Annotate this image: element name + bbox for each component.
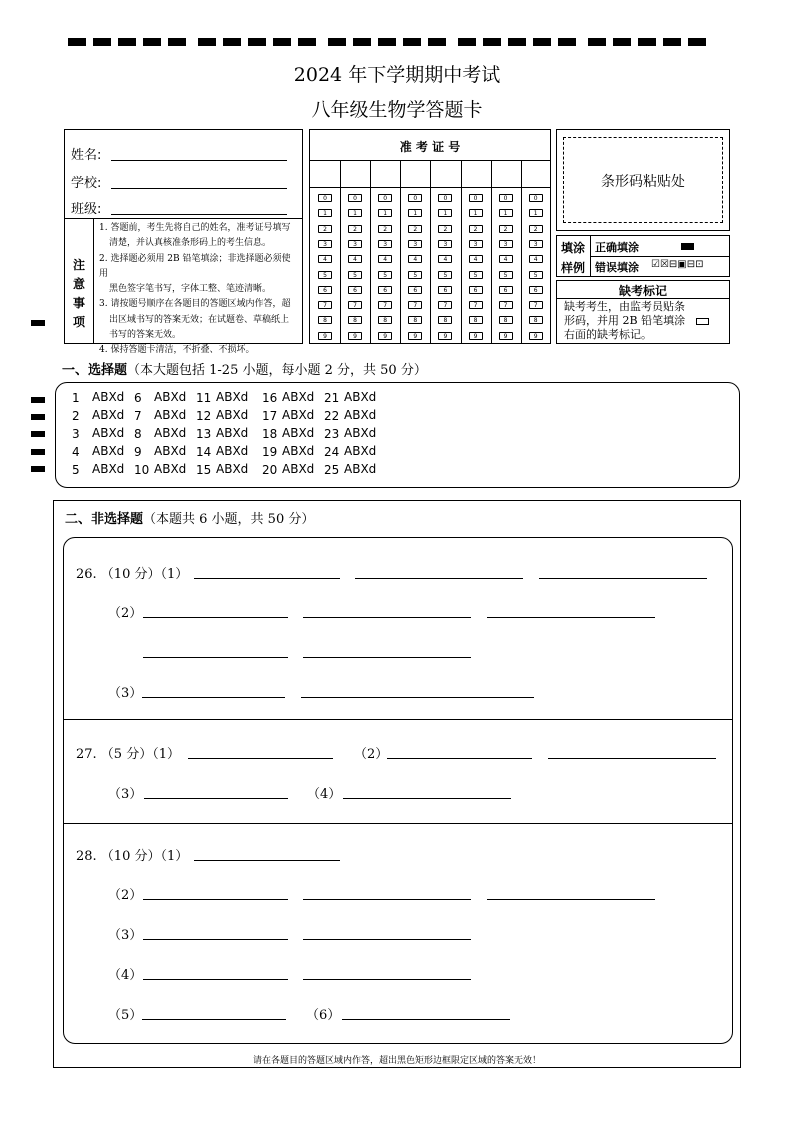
id-digit-bubble[interactable]: 2 [499, 225, 513, 233]
exam-title: 2024 年下学期期中考试 [293, 64, 501, 86]
answer-line[interactable] [303, 899, 471, 900]
id-digit-bubble[interactable]: 9 [378, 332, 392, 340]
id-digit-bubble[interactable]: 7 [529, 301, 543, 309]
id-digit-bubble[interactable]: 2 [318, 225, 332, 233]
barcode-box [556, 129, 730, 231]
id-digit-bubble[interactable]: 9 [348, 332, 362, 340]
answer-line[interactable] [143, 617, 288, 618]
mc-options[interactable]: ABXd [216, 390, 249, 404]
id-digit-bubble[interactable]: 2 [408, 225, 422, 233]
id-digit-bubble[interactable]: 1 [318, 209, 332, 217]
id-digit-bubble[interactable]: 7 [348, 301, 362, 309]
absent-box [556, 280, 730, 344]
id-digit-bubble[interactable]: 3 [408, 240, 422, 248]
id-digit-bubble[interactable]: 9 [438, 332, 452, 340]
id-digit-bubble[interactable]: 4 [438, 255, 452, 263]
exam-id-title: 准 考 证 号 [399, 140, 461, 154]
name-label: 姓名: [71, 148, 102, 163]
answer-line[interactable] [343, 798, 511, 799]
id-digit-bubble[interactable]: 4 [529, 255, 543, 263]
id-digit-bubble[interactable]: 7 [499, 301, 513, 309]
mc-question-number: 14 [196, 445, 212, 459]
id-digit-bubble[interactable]: 0 [469, 194, 483, 202]
mc-options[interactable]: ABXd [92, 462, 125, 476]
answer-line[interactable] [303, 979, 471, 980]
answer-line[interactable] [487, 899, 655, 900]
answer-line[interactable] [194, 860, 340, 861]
card-subtitle: 八年级生物学答题卡 [311, 99, 483, 121]
answer-line[interactable] [143, 979, 288, 980]
q26-part3: （3） [108, 686, 143, 701]
id-digit-bubble[interactable]: 8 [469, 316, 483, 324]
id-digit-bubble[interactable]: 4 [378, 255, 392, 263]
mc-question-number: 20 [262, 463, 278, 477]
id-digit-bubble[interactable]: 6 [318, 286, 332, 294]
section2-box [53, 500, 741, 1068]
answer-line[interactable] [487, 617, 655, 618]
absent-mark-box[interactable] [696, 318, 709, 325]
q27-head: 27. （5 分）（1） [76, 747, 180, 762]
q28-part6: （6） [306, 1008, 341, 1023]
q28-part5: （5） [108, 1008, 143, 1023]
mc-options[interactable]: ABXd [154, 390, 187, 404]
mc-options[interactable]: ABXd [92, 426, 125, 440]
school-field[interactable] [111, 188, 287, 189]
id-digit-bubble[interactable]: 4 [408, 255, 422, 263]
mc-question-number: 22 [324, 409, 340, 423]
mc-question-number: 6 [134, 391, 142, 405]
mc-options[interactable]: ABXd [92, 444, 125, 458]
id-digit-bubble[interactable]: 5 [318, 271, 332, 279]
mc-question-number: 12 [196, 409, 212, 423]
mc-question-number: 9 [134, 445, 142, 459]
barcode-label: 条形码粘贴处 [601, 174, 685, 190]
id-digit-bubble[interactable]: 5 [348, 271, 362, 279]
mc-question-number: 15 [196, 463, 212, 477]
id-digit-bubble[interactable]: 4 [499, 255, 513, 263]
fill-side-label-1: 填涂 [561, 241, 586, 255]
exam-id-box [309, 129, 551, 344]
absent-title: 缺考标记 [618, 284, 667, 298]
id-digit-bubble[interactable]: 5 [408, 271, 422, 279]
id-digit-bubble[interactable]: 5 [438, 271, 452, 279]
mc-options[interactable]: ABXd [154, 462, 187, 476]
alignment-marker [31, 431, 45, 437]
mc-options[interactable]: ABXd [344, 426, 377, 440]
mc-options[interactable]: ABXd [344, 462, 377, 476]
mc-options[interactable]: ABXd [282, 408, 315, 422]
id-digit-bubble[interactable]: 8 [318, 316, 332, 324]
answer-line[interactable] [539, 578, 707, 579]
answer-line[interactable] [303, 657, 471, 658]
section1-heading: 一、选择题（本大题包括 1-25 小题，每小题 2 分，共 50 分） [62, 363, 427, 378]
id-digit-bubble[interactable]: 6 [408, 286, 422, 294]
q28-head: 28. （10 分）（1） [76, 849, 189, 864]
id-digit-bubble[interactable]: 5 [469, 271, 483, 279]
mc-options[interactable]: ABXd [216, 444, 249, 458]
mc-options[interactable]: ABXd [282, 444, 315, 458]
alignment-marker [31, 449, 45, 455]
id-digit-bubble[interactable]: 0 [378, 194, 392, 202]
id-digit-bubble[interactable]: 1 [378, 209, 392, 217]
mc-options[interactable]: ABXd [216, 462, 249, 476]
answer-line[interactable] [301, 697, 534, 698]
answer-line[interactable] [143, 939, 288, 940]
answer-line[interactable] [194, 578, 340, 579]
mc-question-number: 23 [324, 427, 340, 441]
class-field[interactable] [111, 214, 287, 215]
id-digit-bubble[interactable]: 0 [438, 194, 452, 202]
mc-question-number: 25 [324, 463, 340, 477]
id-digit-bubble[interactable]: 3 [499, 240, 513, 248]
id-digit-bubble[interactable]: 3 [378, 240, 392, 248]
id-digit-bubble[interactable]: 6 [469, 286, 483, 294]
id-digit-bubble[interactable]: 6 [348, 286, 362, 294]
mc-question-number: 7 [134, 409, 142, 423]
mc-options[interactable]: ABXd [92, 408, 125, 422]
mc-options[interactable]: ABXd [154, 444, 187, 458]
mc-question-number: 2 [72, 409, 80, 423]
id-digit-bubble[interactable]: 7 [408, 301, 422, 309]
wrong-fill-marks: ☑☒⊟▣⊟⊡ [651, 259, 704, 270]
id-digit-bubble[interactable]: 2 [378, 225, 392, 233]
fill-side-label-2: 样例 [561, 261, 586, 275]
id-digit-bubble[interactable]: 9 [499, 332, 513, 340]
mc-options[interactable]: ABXd [344, 408, 377, 422]
mc-question-number: 24 [324, 445, 340, 459]
id-digit-bubble[interactable]: 5 [378, 271, 392, 279]
notice-label: 注 意 事 项 [72, 258, 85, 329]
id-digit-bubble[interactable]: 7 [469, 301, 483, 309]
top-dash-bar [68, 38, 708, 46]
id-digit-bubble[interactable]: 1 [408, 209, 422, 217]
mc-question-number: 5 [72, 463, 80, 477]
id-digit-bubble[interactable]: 7 [438, 301, 452, 309]
mc-options[interactable]: ABXd [216, 408, 249, 422]
q27-part3: （3） [108, 787, 143, 802]
correct-fill-mark [681, 243, 694, 250]
student-info-box [64, 129, 303, 356]
mc-question-number: 17 [262, 409, 278, 423]
answer-line[interactable] [355, 578, 523, 579]
q28-part3: （3） [108, 928, 143, 943]
id-digit-bubble[interactable]: 0 [408, 194, 422, 202]
mc-question-number: 4 [72, 445, 80, 459]
mc-question-number: 8 [134, 427, 142, 441]
mc-question-number: 10 [134, 463, 150, 477]
answer-line[interactable] [548, 758, 716, 759]
id-digit-bubble[interactable]: 6 [438, 286, 452, 294]
answer-line[interactable] [303, 617, 471, 618]
id-digit-bubble[interactable]: 8 [529, 316, 543, 324]
answer-line[interactable] [142, 1019, 286, 1020]
mc-question-number: 11 [196, 391, 212, 405]
mc-options[interactable]: ABXd [216, 426, 249, 440]
id-digit-bubble[interactable]: 2 [438, 225, 452, 233]
id-digit-bubble[interactable]: 4 [348, 255, 362, 263]
answer-line[interactable] [144, 798, 288, 799]
alignment-marker [31, 414, 45, 420]
id-digit-bubble[interactable]: 0 [348, 194, 362, 202]
alignment-marker [31, 466, 45, 472]
notice-text: 1. 答题前，考生先将自己的姓名，准考证号填写 清楚，并认真核准条形码上的考生信息。 2. 选择题必须用 2B 铅笔填涂；非选择题必须使用 黑色签字笔书写，字体工整、笔迹清晰。 3. 请按题号顺序在各题目的答题区域内作答，超 出区域书写的答案无效；在试题卷、草稿纸上 书写的答案无效。 4. 保持答题卡清洁，不折叠、不损坏。 [99, 223, 291, 356]
id-digit-bubble[interactable]: 9 [408, 332, 422, 340]
id-digit-bubble[interactable]: 2 [469, 225, 483, 233]
id-digit-bubble[interactable]: 6 [529, 286, 543, 294]
id-digit-bubble[interactable]: 4 [318, 255, 332, 263]
id-digit-bubble[interactable]: 8 [438, 316, 452, 324]
id-digit-bubble[interactable]: 6 [378, 286, 392, 294]
answer-line[interactable] [142, 697, 285, 698]
q26-head: 26. （10 分）（1） [76, 567, 189, 582]
alignment-marker [31, 397, 45, 403]
answer-line[interactable] [342, 1019, 510, 1020]
id-digit-bubble[interactable]: 1 [348, 209, 362, 217]
answer-line[interactable] [303, 939, 471, 940]
answer-line[interactable] [143, 899, 288, 900]
mc-options[interactable]: ABXd [282, 390, 315, 404]
name-field[interactable] [111, 160, 287, 161]
answer-line[interactable] [387, 758, 532, 759]
id-digit-bubble[interactable]: 8 [408, 316, 422, 324]
mc-question-number: 16 [262, 391, 278, 405]
answer-line[interactable] [143, 657, 288, 658]
q26-part2: （2） [108, 606, 143, 621]
class-label: 班级: [71, 202, 102, 217]
id-digit-bubble[interactable]: 7 [318, 301, 332, 309]
id-digit-bubble[interactable]: 1 [469, 209, 483, 217]
absent-text-2: 形码，并用 2B 铅笔填涂 [564, 314, 686, 327]
q27-part4: （4） [307, 787, 342, 802]
q27-part2: （2） [354, 747, 389, 762]
id-digit-bubble[interactable]: 7 [378, 301, 392, 309]
mc-options[interactable]: ABXd [282, 426, 315, 440]
q28-part4: （4） [108, 968, 143, 983]
id-digit-bubble[interactable]: 4 [469, 255, 483, 263]
mc-question-number: 21 [324, 391, 340, 405]
answer-line[interactable] [188, 758, 333, 759]
id-digit-bubble[interactable]: 5 [529, 271, 543, 279]
id-digit-bubble[interactable]: 8 [378, 316, 392, 324]
id-digit-bubble[interactable]: 5 [499, 271, 513, 279]
id-digit-bubble[interactable]: 2 [529, 225, 543, 233]
section2-heading: 二、非选择题（本题共 6 小题，共 50 分） [65, 512, 315, 527]
mc-options[interactable]: ABXd [344, 390, 377, 404]
mc-question-number: 1 [72, 391, 80, 405]
correct-fill-label: 正确填涂 [595, 241, 639, 254]
id-digit-bubble[interactable]: 1 [529, 209, 543, 217]
mc-options[interactable]: ABXd [154, 408, 187, 422]
absent-text-3: 右面的缺考标记。 [564, 328, 652, 341]
id-digit-bubble[interactable]: 3 [438, 240, 452, 248]
id-digit-bubble[interactable]: 2 [348, 225, 362, 233]
id-digit-bubble[interactable]: 1 [438, 209, 452, 217]
id-digit-bubble[interactable]: 6 [499, 286, 513, 294]
mc-options[interactable]: ABXd [92, 390, 125, 404]
id-digit-bubble[interactable]: 3 [529, 240, 543, 248]
mc-question-number: 18 [262, 427, 278, 441]
id-digit-bubble[interactable]: 0 [318, 194, 332, 202]
alignment-marker [31, 320, 45, 326]
id-digit-bubble[interactable]: 3 [348, 240, 362, 248]
wrong-fill-label: 错误填涂 [595, 261, 639, 274]
mc-options[interactable]: ABXd [154, 426, 187, 440]
mc-options[interactable]: ABXd [344, 444, 377, 458]
mc-question-number: 3 [72, 427, 80, 441]
id-digit-bubble[interactable]: 8 [348, 316, 362, 324]
mc-question-number: 13 [196, 427, 212, 441]
footer-warning: 请在各题目的答题区域内作答，超出黑色矩形边框限定区域的答案无效！ [252, 1056, 541, 1066]
fill-example-box [556, 235, 730, 277]
id-digit-bubble[interactable]: 3 [318, 240, 332, 248]
q28-part2: （2） [108, 888, 143, 903]
school-label: 学校: [71, 176, 102, 191]
id-digit-bubble[interactable]: 9 [469, 332, 483, 340]
mc-options[interactable]: ABXd [282, 462, 315, 476]
id-digit-bubble[interactable]: 8 [499, 316, 513, 324]
id-digit-bubble[interactable]: 9 [529, 332, 543, 340]
multiple-choice-box [55, 382, 740, 488]
id-digit-bubble[interactable]: 1 [499, 209, 513, 217]
id-digit-bubble[interactable]: 0 [529, 194, 543, 202]
id-digit-bubble[interactable]: 0 [499, 194, 513, 202]
id-digit-bubble[interactable]: 9 [318, 332, 332, 340]
mc-question-number: 19 [262, 445, 278, 459]
absent-text-1: 缺考考生，由监考员贴条 [564, 300, 685, 313]
id-digit-bubble[interactable]: 3 [469, 240, 483, 248]
